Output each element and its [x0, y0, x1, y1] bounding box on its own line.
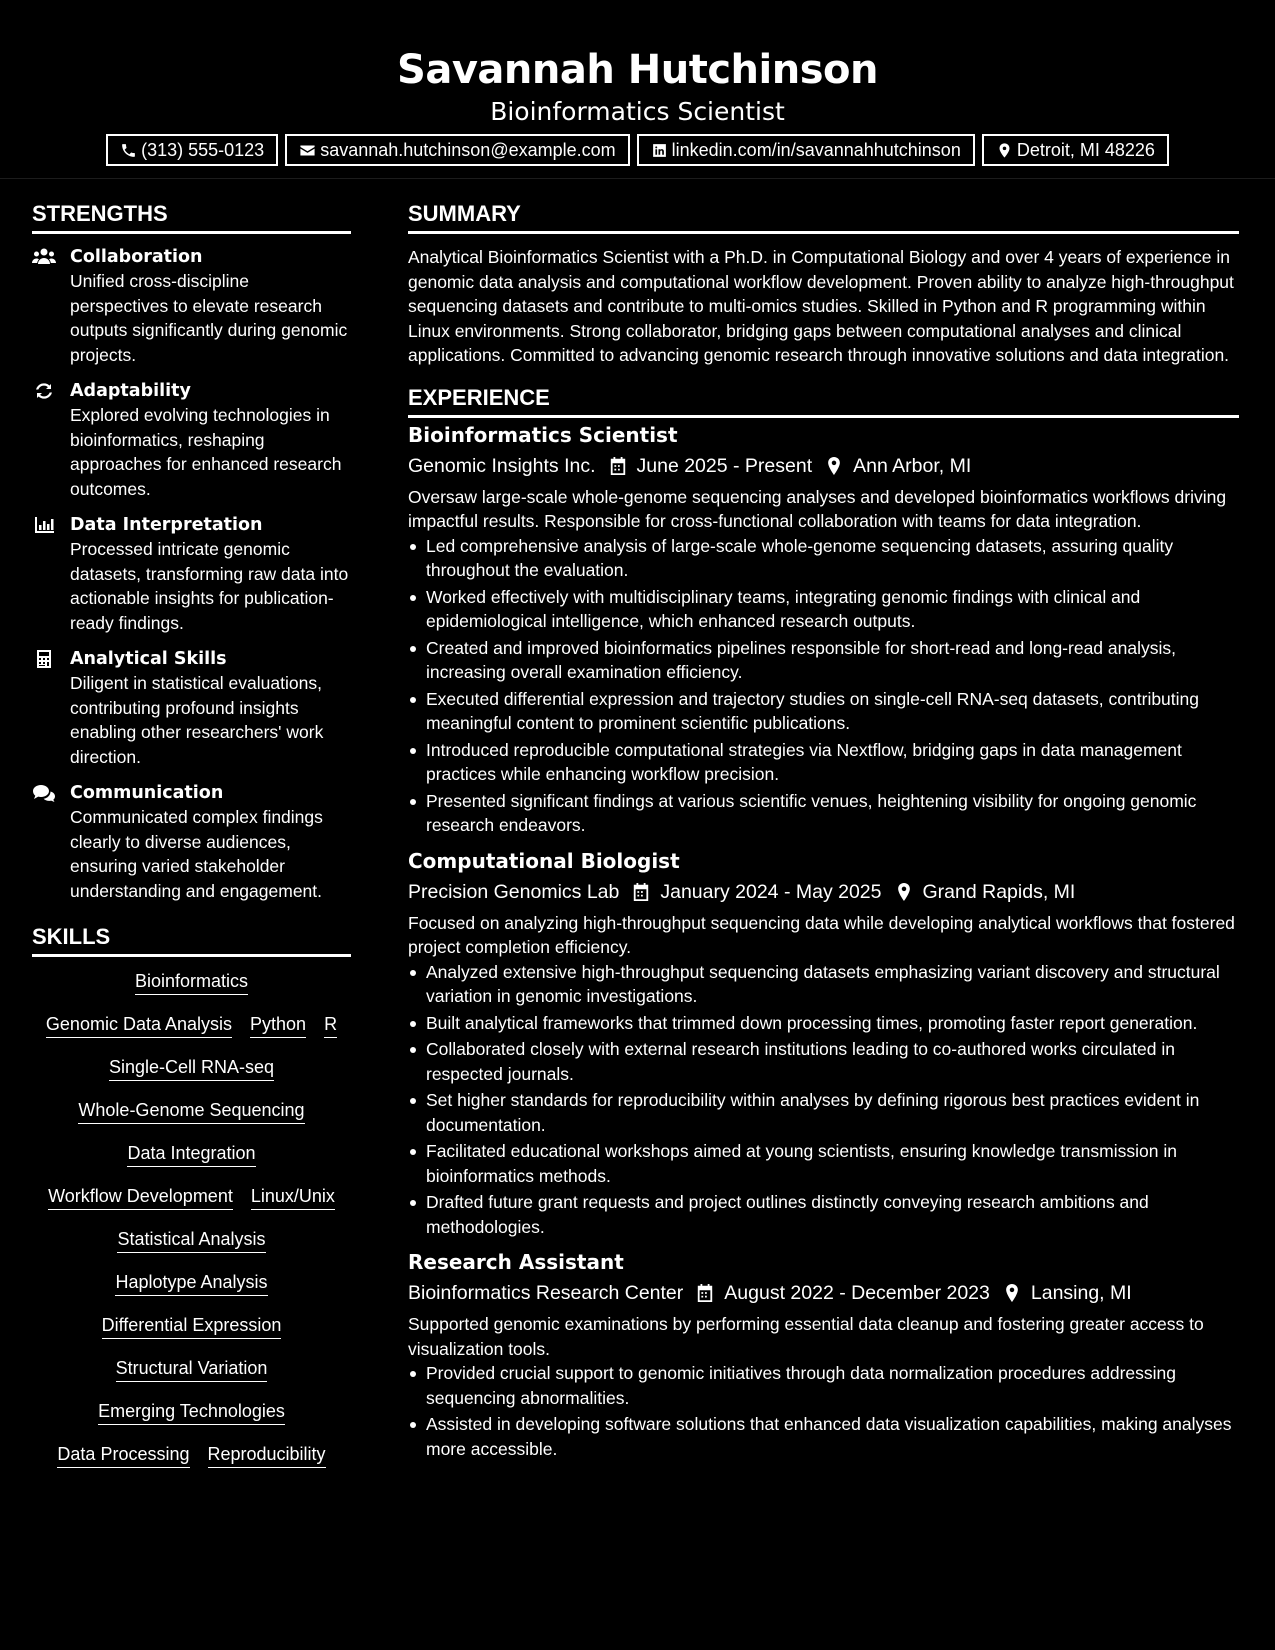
contact-email[interactable]: [285, 134, 629, 166]
contact-linkedin[interactable]: [637, 134, 975, 166]
linkedin-icon: [651, 142, 668, 159]
location-pin-icon: [1003, 1283, 1021, 1303]
calculator-icon: [32, 649, 56, 669]
contact-location[interactable]: [982, 134, 1169, 166]
strength-description: Explored evolving technologies in bioinformatics, reshaping approaches for enhanced research outcomes.: [70, 405, 342, 499]
job-dates: June 2025 - Present: [636, 454, 813, 477]
skill-tag: Python: [250, 1013, 306, 1038]
email-text: savannah.hutchinson@example.com: [320, 139, 616, 160]
strength-item: [32, 513, 351, 635]
job-location: Grand Rapids, MI: [922, 880, 1076, 903]
list-item: Presented significant findings at various scientific venues, heightening visibility for ongoing genomic research endeavors.: [408, 789, 1239, 838]
strength-item: [32, 379, 351, 501]
contact-phone[interactable]: [106, 134, 278, 166]
job-entry: [408, 422, 1239, 838]
calendar-icon: [696, 1283, 714, 1303]
phone-icon: [120, 142, 137, 159]
skill-tag: Haplotype Analysis: [115, 1271, 267, 1296]
job-meta: [408, 451, 1239, 481]
list-item: Worked effectively with multidisciplinary teams, integrating genomic findings with clinical and epidemiological intelligence, which enhanced research outputs.: [408, 585, 1239, 634]
list-item: Led comprehensive analysis of large-scale whole-genome sequencing datasets, assuring quality throughout the evaluation.: [408, 534, 1239, 583]
job-bullets: [408, 960, 1239, 1240]
job-bullets: [408, 1361, 1239, 1461]
job-location: Ann Arbor, MI: [853, 454, 972, 477]
strength-title: Collaboration: [70, 247, 203, 267]
list-item: Provided crucial support to genomic initiatives through data normalization procedures addressing sequencing abnormalities.: [408, 1361, 1239, 1410]
job-meta: [408, 1278, 1239, 1308]
job-description: Supported genomic examinations by performing essential data cleanup and fostering greater access to visualization tools.: [408, 1314, 1204, 1359]
skill-tag: Whole-Genome Sequencing: [78, 1099, 304, 1124]
location-pin-icon: [895, 882, 913, 902]
skill-tag: R: [324, 1013, 337, 1038]
list-item: Executed differential expression and trajectory studies on single-cell RNA-seq datasets, contributing meaningful content to prominent scientific publications.: [408, 687, 1239, 736]
job-entry: [408, 1249, 1239, 1461]
job-company: Precision Genomics Lab: [408, 880, 620, 903]
skill-tag: Statistical Analysis: [117, 1228, 265, 1253]
strength-title: Analytical Skills: [70, 649, 227, 669]
job-company: Bioinformatics Research Center: [408, 1282, 684, 1304]
skill-tag: Genomic Data Analysis: [46, 1013, 232, 1038]
resume-header: [0, 0, 1275, 179]
list-item: Built analytical frameworks that trimmed down processing times, promoting faster report generation.: [408, 1011, 1239, 1036]
summary-heading: SUMMARY: [408, 200, 1239, 234]
candidate-title: Bioinformatics Scientist: [490, 97, 785, 126]
envelope-icon: [299, 142, 316, 159]
users-icon: [32, 247, 56, 267]
location-pin-icon: [825, 456, 843, 476]
job-entry: [408, 848, 1239, 1240]
list-item: Collaborated closely with external research institutions leading to co-authored works circulated in respected journals.: [408, 1037, 1239, 1086]
calendar-icon: [632, 882, 650, 902]
strength-item: [32, 781, 351, 903]
skill-tag: Workflow Development: [48, 1185, 233, 1210]
location-pin-icon: [996, 142, 1013, 159]
left-column: [32, 200, 351, 1468]
strength-description: Unified cross-discipline perspectives to elevate research outputs significantly during genomic projects.: [70, 271, 348, 365]
job-meta: [408, 877, 1239, 907]
strength-description: Diligent in statistical evaluations, contributing profound insights enabling other researchers' work direction.: [70, 673, 324, 767]
list-item: Assisted in developing software solutions that enhanced data visualization capabilities, making analyses more accessible.: [408, 1412, 1239, 1461]
bar-chart-icon: [32, 515, 56, 535]
summary-text: Analytical Bioinformatics Scientist with a Ph.D. in Computational Biology and over 4 years of experience in genomic data analysis and computational workflow development. Proven ability to analyze high-throughput sequencing datasets and contribute to multi-omics studies. Skilled in Python and R programming within Linux environments. Strong collaborator, bridging gaps between computational analyses and clinical applications. Committed to advancing genomic research through innovative solutions and data integration.: [408, 247, 1234, 365]
skill-tag: Data Processing: [57, 1443, 189, 1468]
skills-list: [32, 968, 351, 1468]
list-item: Drafted future grant requests and project outlines distinctly conveying research ambitions and methodologies.: [408, 1190, 1239, 1239]
strength-item: [32, 245, 351, 367]
right-column: [408, 200, 1239, 1471]
experience-heading: EXPERIENCE: [408, 384, 1239, 418]
list-item: Set higher standards for reproducibility within analyses by defining rigorous best practices evident in documentation.: [408, 1088, 1239, 1137]
candidate-name: Savannah Hutchinson: [397, 47, 878, 93]
list-item: Analyzed extensive high-throughput sequencing datasets emphasizing variant discovery and structural variation in genomic investigations.: [408, 960, 1239, 1009]
job-bullets: [408, 534, 1239, 838]
strength-title: Data Interpretation: [70, 515, 263, 535]
strength-description: Processed intricate genomic datasets, transforming raw data into actionable insights for publication-ready findings.: [70, 539, 349, 633]
skill-tag: Structural Variation: [116, 1357, 268, 1382]
skill-tag: Differential Expression: [102, 1314, 282, 1339]
job-company: Genomic Insights Inc.: [408, 454, 596, 477]
job-location: Lansing, MI: [1030, 1282, 1132, 1304]
linkedin-text: linkedin.com/in/savannahhutchinson: [671, 139, 961, 160]
job-dates: August 2022 - December 2023: [724, 1282, 990, 1304]
location-text: Detroit, MI 48226: [1016, 139, 1155, 160]
job-title: Bioinformatics Scientist: [408, 422, 678, 447]
contact-bar: [0, 134, 1275, 166]
job-description: Oversaw large-scale whole-genome sequencing analyses and developed bioinformatics workflows driving impactful results. Responsible for cross-functional collaboration with teams for data integration.: [408, 486, 1227, 531]
skills-heading: SKILLS: [32, 923, 351, 957]
strength-description: Communicated complex findings clearly to diverse audiences, ensuring varied stakeholder understanding and engagement.: [70, 807, 323, 901]
list-item: Created and improved bioinformatics pipelines responsible for short-read and long-read analysis, increasing overall examination efficiency.: [408, 636, 1239, 685]
strength-title: Adaptability: [70, 381, 191, 401]
skill-tag: Emerging Technologies: [98, 1400, 285, 1425]
refresh-icon: [32, 381, 56, 401]
strength-item: [32, 647, 351, 769]
job-description: Focused on analyzing high-throughput sequencing data while developing analytical workflows that fostered project completion efficiency.: [408, 912, 1235, 957]
job-title: Research Assistant: [408, 1250, 624, 1274]
comments-icon: [32, 783, 56, 803]
skill-tag: Single-Cell RNA-seq: [109, 1056, 274, 1081]
job-dates: January 2024 - May 2025: [660, 880, 882, 903]
phone-text: (313) 555-0123: [141, 139, 265, 160]
skill-tag: Linux/Unix: [251, 1185, 335, 1210]
calendar-icon: [609, 456, 627, 476]
skill-tag: Reproducibility: [208, 1443, 326, 1468]
skill-tag: Bioinformatics: [135, 970, 248, 995]
list-item: Facilitated educational workshops aimed at young scientists, ensuring knowledge transmission in bioinformatics methods.: [408, 1139, 1239, 1188]
skills-section: [32, 923, 351, 1468]
strengths-heading: STRENGTHS: [32, 200, 351, 234]
skill-tag: Data Integration: [127, 1142, 255, 1167]
job-title: Computational Biologist: [408, 848, 680, 873]
list-item: Introduced reproducible computational strategies via Nextflow, bridging gaps in data management practices while enhancing workflow precision.: [408, 738, 1239, 787]
strength-title: Communication: [70, 783, 224, 803]
